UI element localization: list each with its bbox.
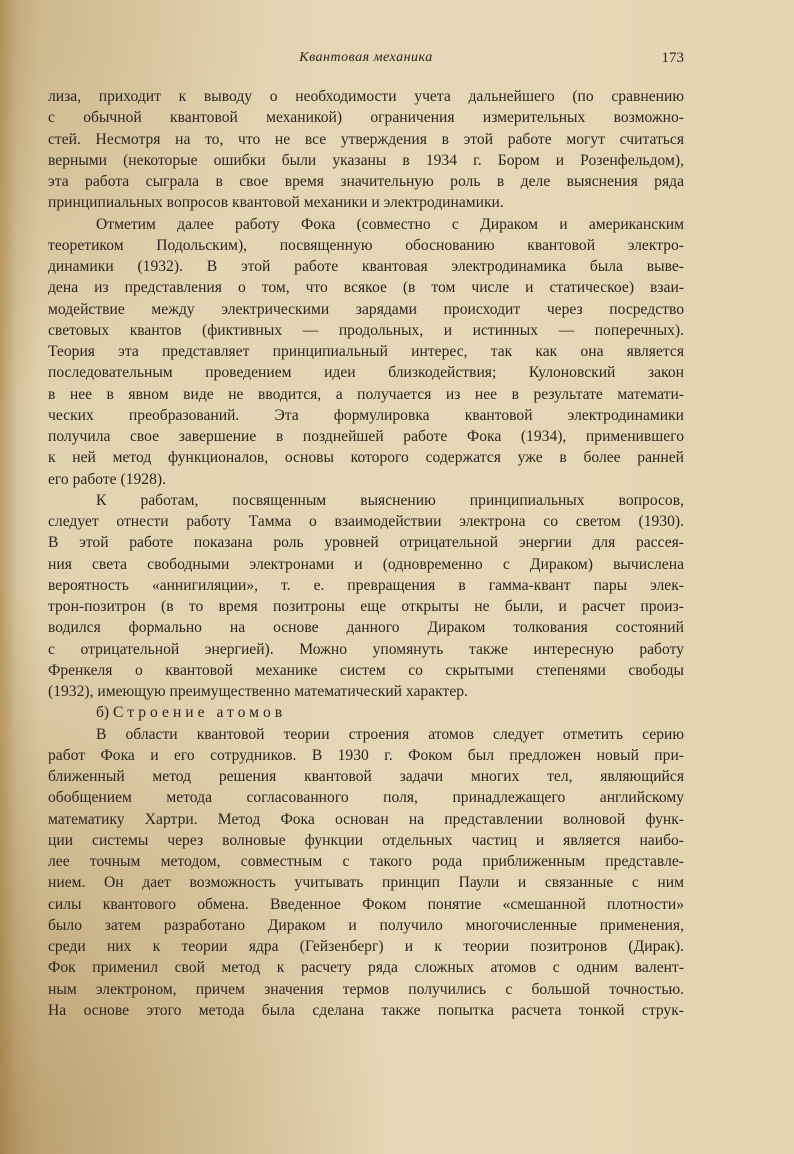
text-line: лиза, приходит к выводу о необходимости учета дальнейшего (по сравнению bbox=[48, 88, 684, 105]
text-line: модействие между электрическими зарядами происходит через посредство bbox=[48, 300, 684, 318]
text-line: лее точным методом, совместным с такого рода приближенным представле- bbox=[48, 853, 684, 870]
section-heading-marker: б) bbox=[96, 704, 110, 722]
text-line: ным электроном, причем значения термов получились с большой точностью. bbox=[48, 980, 684, 998]
section-heading-title: Строение атомов bbox=[113, 704, 287, 722]
text-line: динамики (1932). В этой работе квантовая электродинамика была выве- bbox=[48, 258, 684, 275]
text-line: нием. Он дает возможность учитывать принцип Паули и связанные с ним bbox=[48, 874, 684, 892]
text-line: ции системы через волновые функции отдельных частиц и является наибо- bbox=[48, 831, 684, 849]
text-line: силы квантового обмена. Введенное Фоком понятие «смешанной плотности» bbox=[48, 895, 684, 913]
text-line: ния света свободными электронами и (одновременно с Дираком) вычислена bbox=[48, 555, 684, 573]
text-line: теоретиком Подольским), посвященную обоснованию квантовой электро- bbox=[48, 236, 684, 254]
text-line: последовательным проведением идеи близкодействия; Кулоновский закон bbox=[48, 364, 684, 382]
text-line: (1932), имеющую преимущественно математический характер. bbox=[48, 683, 468, 700]
text-line: дена из представления о том, что всякое (в том числе и статическое) взаи- bbox=[48, 279, 684, 297]
text-line: ческих преобразований. Эта формулировка квантовой электродинамики bbox=[48, 406, 684, 424]
text-line: было затем разработано Дираком и получило многочисленные применения, bbox=[48, 916, 684, 934]
section-heading bbox=[48, 702, 684, 723]
page-number: 173 bbox=[661, 50, 684, 66]
text-line: водился формально на основе данного Дираком толкования состояний bbox=[48, 619, 684, 637]
running-title: Квантовая механика bbox=[299, 50, 433, 65]
page-header bbox=[48, 50, 684, 70]
text-line: с обычной квантовой механикой) ограничения измерительных возможно- bbox=[48, 109, 684, 127]
text-line: стей. Несмотря на то, что не все утверждения в этой работе могут считаться bbox=[48, 130, 684, 148]
text-line: к ней метод функционалов, основы которого содержатся уже в более ранней bbox=[48, 449, 684, 467]
text-line: световых квантов (фиктивных — продольных, и истинных — поперечных). bbox=[48, 321, 684, 339]
text-line: в нее в явном виде не вводится, а получается из нее в результате математи- bbox=[48, 385, 684, 403]
text-section-2 bbox=[48, 724, 684, 1022]
text-line: трон-позитрон (в то время позитроны еще открыты не были, и расчет произ- bbox=[48, 598, 684, 615]
text-line: эта работа сыграла в свое время значительную роль в деле выяснения ряда bbox=[48, 173, 684, 190]
text-line: следует отнести работу Тамма о взаимодействии электрона со светом (1930). bbox=[48, 513, 684, 530]
text-line: ближенный метод решения квантовой задачи многих тел, являющийся bbox=[48, 768, 684, 785]
text-line: с отрицательной энергией). Можно упомянуть также интересную работу bbox=[48, 640, 684, 658]
text-line: математику Хартри. Метод Фока основан на представлении волновой функ- bbox=[48, 810, 684, 828]
text-line: среди них к теории ядра (Гейзенберг) и к теории позитронов (Дирак). bbox=[48, 938, 684, 955]
text-line: вероятность «аннигиляции», т. е. превращения в гамма-квант пары элек- bbox=[48, 576, 684, 594]
text-line: работ Фока и его сотрудников. В 1930 г. Фоком был предложен новый при- bbox=[48, 746, 684, 764]
text-line: В области квантовой теории строения атомов следует отметить серию bbox=[96, 725, 684, 743]
text-line: Отметим далее работу Фока (совместно с Дираком и американским bbox=[96, 215, 684, 233]
body-text bbox=[48, 86, 684, 1021]
text-line: В этой работе показана роль уровней отрицательной энергии для рассея- bbox=[48, 534, 684, 552]
text-section-1 bbox=[48, 86, 684, 702]
text-line: принципиальных вопросов квантовой механики и электродинамики. bbox=[48, 194, 504, 212]
text-line: его работе (1928). bbox=[48, 470, 166, 488]
text-line: Френкеля о квантовой механике систем со скрытыми степенями свободы bbox=[48, 661, 684, 679]
text-line: верными (некоторые ошибки были указаны в 1934 г. Бором и Розенфельдом), bbox=[48, 151, 684, 169]
text-line: К работам, посвященным выяснению принципиальных вопросов, bbox=[96, 491, 684, 509]
text-line: Теория эта представляет принципиальный интерес, так как она является bbox=[48, 343, 684, 360]
text-line: получила свое завершение в позднейшей работе Фока (1934), применившего bbox=[48, 428, 684, 445]
text-line: обобщением метода согласованного поля, принадлежащего английскому bbox=[48, 789, 684, 807]
text-line: Фок применил свой метод к расчету ряда сложных атомов с одним валент- bbox=[48, 959, 684, 977]
text-line: На основе этого метода была сделана также попытка расчета тонкой струк- bbox=[48, 1001, 684, 1019]
